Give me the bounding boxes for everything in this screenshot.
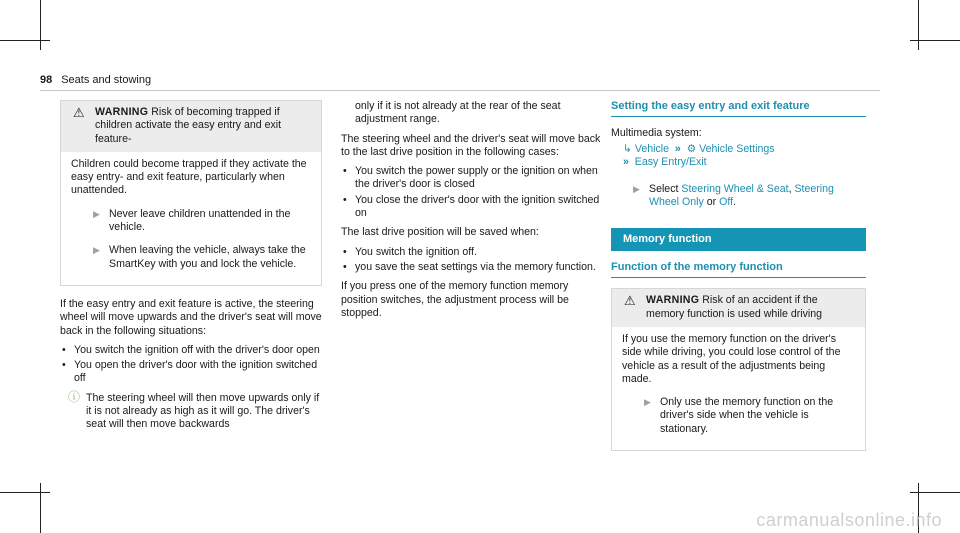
warning-icon: ⚠ (73, 105, 85, 120)
paragraph: If you press one of the memory function memory position switches, the adjustment process will be stopped. (341, 280, 569, 319)
warning-step (622, 396, 857, 436)
warning-header (61, 101, 321, 152)
crop-mark (918, 0, 919, 50)
section-heading: Setting the easy entry and exit feature (611, 100, 866, 117)
menu-link-vehicle-settings[interactable]: Vehicle Settings (699, 142, 775, 155)
select-step: ▶ Select Steering Wheel & Seat, Steering Wheel Only or Off. (633, 183, 834, 209)
warning-box (611, 288, 866, 451)
step-text: When leaving the vehicle, always take the SmartKey with you and lock the vehicle. (109, 244, 306, 270)
page-number: 98 (40, 74, 53, 86)
warning-label: WARNING (95, 106, 149, 118)
paragraph: The last drive position will be saved when: (341, 226, 539, 239)
warning-icon: ⚠ (624, 293, 636, 309)
bullet-list (60, 344, 322, 386)
crop-mark (910, 40, 960, 41)
warning-step (71, 244, 313, 271)
crop-mark (40, 483, 41, 533)
warning-step (71, 208, 313, 235)
warning-text: If you use the memory function on the driver's side while driving, you could lose control of the vehicle as a result of the adjustments being made. (622, 332, 841, 385)
column-1 (60, 100, 322, 432)
crop-mark (40, 0, 41, 50)
list-item: • You switch the ignition off. (341, 246, 603, 259)
system-label: Multimedia system: (611, 127, 702, 140)
or-text: or (706, 196, 717, 209)
step-text: Select (649, 183, 679, 196)
list-item: • You switch the ignition off with the driver's door open (60, 344, 322, 357)
menu-link-easy-entry-exit[interactable]: Easy Entry/Exit (634, 155, 707, 168)
menu-return-icon: ↳ (623, 142, 632, 155)
list-item: • You open the driver's door with the ignition switched off (60, 359, 322, 386)
warning-body (612, 327, 865, 450)
column-3 (611, 100, 866, 463)
chevron-right-icon: » (671, 142, 684, 155)
step-arrow-icon: ▶ (93, 245, 100, 256)
warning-title: Risk of an accident if the memory function is used while driving (646, 294, 823, 320)
warning-label: WARNING (646, 294, 700, 307)
bullet-list (341, 165, 603, 220)
option-off[interactable]: Off (719, 196, 734, 209)
watermark: carmanualsonline.info (756, 509, 942, 530)
warning-title: Risk of becoming trapped if children activate the easy entry and exit feature- (95, 106, 282, 145)
step-arrow-icon: ▶ (633, 184, 640, 195)
menu-path (611, 143, 866, 170)
crop-mark (910, 492, 960, 493)
note-icon: ⓘ (68, 389, 81, 404)
option-steering-wheel-only[interactable]: Steering Wheel Only (649, 183, 834, 209)
paragraph: only if it is not already at the rear of the seat adjustment range. (355, 100, 561, 126)
paragraph: If the easy entry and exit feature is active, the steering wheel will move upwards and the driver's seat will move back in the following situations: (60, 297, 322, 337)
list-item: • You close the driver's door with the ignition switched on (341, 194, 603, 221)
note (60, 389, 322, 432)
page-header (40, 74, 880, 91)
warning-box (60, 100, 322, 286)
column-2 (341, 100, 603, 326)
step-text: Never leave children unattended in the vehicle. (109, 207, 291, 234)
list-item: • you save the seat settings via the memory function. (341, 261, 603, 274)
crop-mark (0, 492, 50, 493)
step-arrow-icon: ▶ (644, 397, 651, 408)
chevron-right-icon: » (623, 155, 632, 168)
subsection-heading: Function of the memory function (611, 261, 866, 278)
warning-body (61, 152, 321, 285)
warning-text: Children could become trapped if they activate the easy entry- and exit feature, particularly when unattended. (71, 157, 307, 197)
section-bar: Memory function (611, 228, 866, 251)
section-title: Seats and stowing (61, 74, 152, 86)
list-item: • You switch the power supply or the ignition on when the driver's door is closed (341, 165, 603, 192)
menu-link-vehicle[interactable]: Vehicle (634, 142, 670, 155)
paragraph: The steering wheel and the driver's seat will move back to the last drive position in the following cases: (341, 132, 601, 158)
warning-header (612, 289, 865, 327)
crop-mark (0, 40, 50, 41)
step-text: Only use the memory function on the driver's side when the vehicle is stationary. (660, 396, 834, 435)
vehicle-settings-icon: ⚙ (686, 142, 697, 155)
note-text: The steering wheel will then move upwards only if it is not already as high as it will go. The driver's seat will then move backwards (86, 391, 320, 431)
step-arrow-icon: ▶ (93, 208, 100, 219)
option-steering-wheel-seat[interactable]: Steering Wheel & Seat (681, 183, 789, 196)
bullet-list (341, 246, 603, 275)
